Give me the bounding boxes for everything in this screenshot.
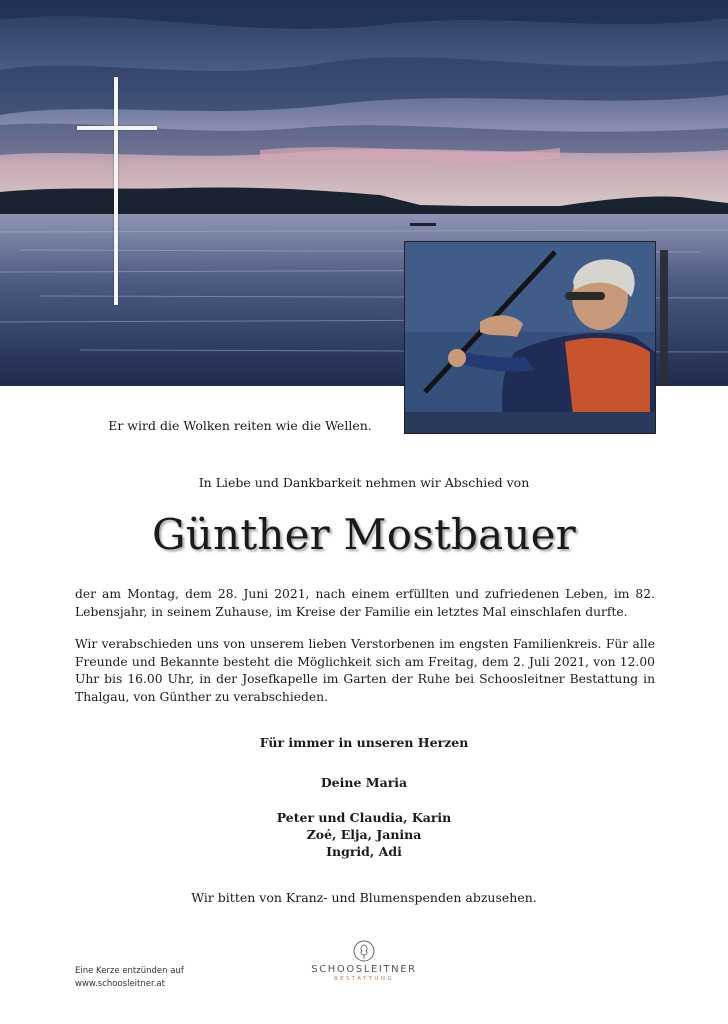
portrait-photo	[404, 241, 656, 434]
cross-icon-vertical	[114, 77, 118, 305]
funeral-home-logo	[300, 940, 428, 982]
rose-icon	[353, 940, 375, 962]
spouse-line: Deine Maria	[320, 775, 408, 790]
family-names	[0, 809, 728, 860]
announcement-paragraph: der am Montag, dem 28. Juni 2021, nach einem erfüllten und zufriedenen Leben, im 82. Lebensjahr, in seinem Zuhause, im Kreise der Familie ein letztes Mal einschlafen durfte.	[75, 587, 655, 619]
donation-request: Wir bitten von Kranz- und Blumenspenden abzusehen.	[191, 890, 537, 905]
logo-name: SCHOOSLEITNER	[311, 964, 417, 975]
candle-text: Eine Kerze entzünden auf	[75, 966, 184, 976]
farewell-paragraph: Wir verabschieden uns von unserem lieben Verstorbenen im engsten Familienkreis. Für alle Freunde und Bekannte besteht die Möglichkeit sich am Freitag, dem 2. Juli 2021, von 12.00 Uhr bis 16.00 Uhr, in der Josefkapelle im Garten der Ruhe bei Schoosleitner Bestattung in Thalgau, von Günther zu verabschieden.	[75, 637, 655, 704]
deceased-name: Günther Mostbauer	[152, 510, 576, 559]
cross-icon-horizontal	[77, 126, 157, 130]
logo-subtitle: BESTATTUNG	[333, 976, 395, 982]
family-line: Ingrid, Adi	[326, 844, 402, 859]
forever-line: Für immer in unseren Herzen	[259, 735, 469, 750]
website-link[interactable]: www.schoosleitner.at	[75, 979, 165, 989]
motto-quote: Er wird die Wolken reiten wie die Wellen.	[108, 418, 372, 433]
family-line: Peter und Claudia, Karin	[276, 810, 452, 825]
footer-candle-info	[75, 965, 184, 991]
family-line: Zoé, Elja, Janina	[306, 827, 422, 842]
intro-line: In Liebe und Dankbarkeit nehmen wir Abschied von	[198, 475, 530, 490]
